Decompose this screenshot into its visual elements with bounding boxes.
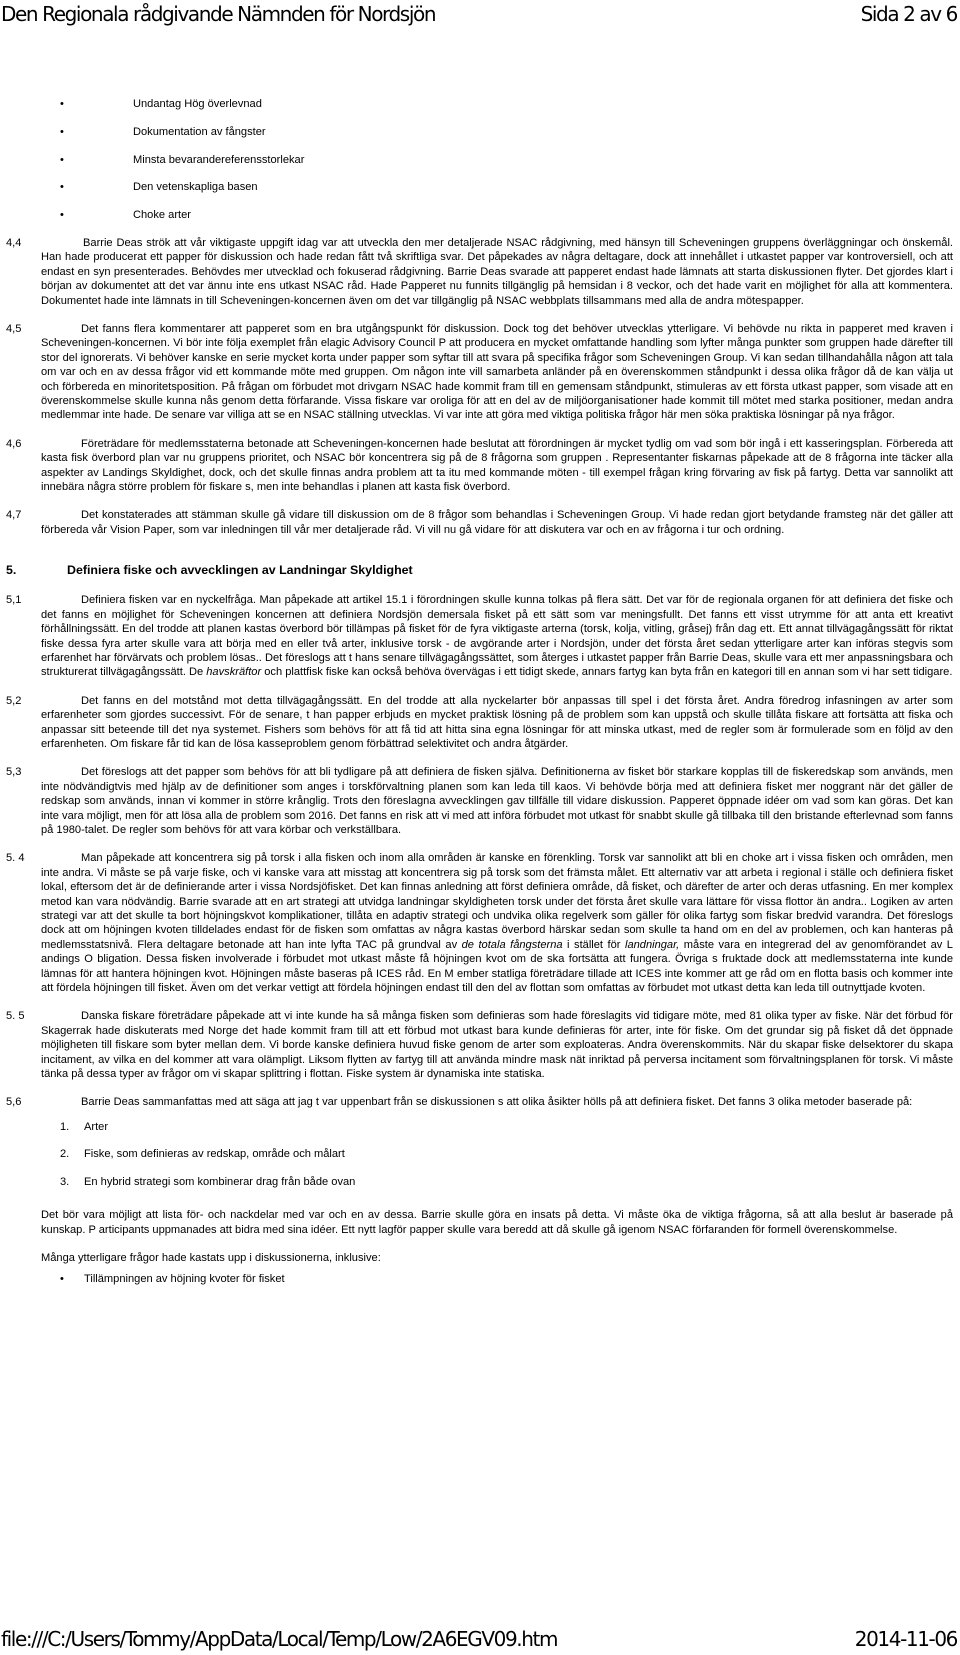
paragraph-5-1: 5,1 Definiera fisken var en nyckelfråga. Man påpekade att artikel 15.1 i förordningen skulle kunna tolkas på flera sätt. Det var för de regionala organen för att definiera det fiske och det fanns en möjlighet för Scheveningen koncernen att definiera Nordsjön demersala fisket på ett sätt som var meningsfullt. Det fanns ett visst utrymme för att anta ett kreativt förhållningssätt. En del trodde att planen kastas överbord bör tillämpas på fisket för de fyra viktigaste arterna (torsk, kolja, vitling, gråsej) från dag ett. Ett annat tillvägagångssätt för riktat fiske dessa fyra arter skulle vara att börja med en eller två arter, inklusive torsk - de avgörande arter i Nordsjön, under det första året sedan ytterligare arter kan införas stegvis som erfarenhet har förvärvats och problem lösas.. Det föreslogs att t hans senare tillvägagångssättet, som återges i utkastet papper från Barrie Deas, skulle vara ett mer anpassningsbara och strukturerat tillvägagångssätt. De havskräftor och plattfisk fiske kan också behöva övervägas i ett tidigt skede, annars fartyg kan byta från en kategori till en annan som vi har sett tidigare. [6,594,953,679]
file-path: file:///C:/Users/Tommy/AppData/Local/Temp/Low/2A6EGV09.htm [1,1627,558,1651]
agenda-bullet-list [0,97,960,236]
page-footer [0,1625,960,1655]
paragraph-5-2 [0,694,960,752]
list-item: • Minsta bevarandereferensstorlekar [60,153,305,166]
section-title: Definiera fiske och avvecklingen av Landningar Skyldighet [67,563,413,578]
list-item: 2. Fiske, som definieras av redskap, område och målart [60,1148,345,1161]
paragraph-text: Det fanns en del motstånd mot detta tillvägagångssätt. En del trodde att alla nyckelarter bör anpassas till spel i det första året. Andra föredrog infasningen av arter som erfarenheter som gjordes successivt. För de senare, t han papper erbjuds en mycket praktisk lösning på de problem som kan uppstå och skulle tillåta fiskare att fortsätta att fiska och anpassar sitt beteende till det nya systemet. Fishers som behövs för att få tid att hitta sina egna lösningar för att minska utkast, med de regler som är formulerade som en följd av den erfarenheten. Om fiskare får tid kan de lösa kasseproblem genom förbättrad selektivitet och andra åtgärder. [41,694,953,750]
paragraph-number: 5,1 [6,594,22,607]
paragraph-5-5 [0,1009,960,1081]
bullet-icon: • [60,153,64,166]
paragraph-number: 5. 5 [6,1010,25,1023]
bullet-icon: • [60,209,64,222]
paragraph-text: Företrädare för medlemsstaterna betonade att Scheveningen-koncernen hade beslutat att förordningen är mycket tydlig om vad som bör ingå i ett kasseringsplan. Förbereda att kasta fisk överbord plan var nu gruppens prioritet, och NSAC bör koncentrera sig på de 8 frågorna som gruppen . Representanter fiskarnas påpekade att de 8 frågorna inte täcker alla aspekter av Landings Skyldighet, dock, och det skulle finnas andra problem att ta itu med kommande möten - till exempel frågan kring förvaring av fisk på fartyg. Detta var sannolikt att innebära några större problem för fiskare s, men inte behandlas i planen att kasta fisk överbord. [41,437,953,494]
paragraph-number: 5,3 [6,766,22,779]
paragraph-4-7 [0,508,960,537]
paragraph-text: Det föreslogs att det papper som behövs för att bli tydligare på att definiera de fisken själva. Definitionerna av fisket bör starkare kopplas till de fiskeredskap som används, men inte nödvändigtvis med hjälp av de definitioner som anges i torskförvaltning planen som kan leda till kaos. Vi behövde börja med att definiera fisket mer noggrant när det gäller de redskap som används, innan vi kommer in större krånglig. Trots den föreslagna avvecklingen gav tillfälle till vidare diskussion. Papperet öppnade idéer om vad som kan göras. Det kan inte vara möjligt, men för att lösa alla de problem som 2016. Det fanns en risk att vi med att införa förbudet mot utkast för snabbt skulle gå tillbaka till den bristande efterlevnad som fanns på 1980-talet. De regler som behövs för att vara körbar och verkställbara. [41,766,953,836]
emphasis-text: havskräftor [206,666,262,679]
paragraph-4-5 [0,322,960,423]
paragraph-4-4 [0,236,960,308]
bullet-icon: • [60,125,64,138]
section-number: 5. [6,563,17,578]
section-heading [0,563,960,579]
document-body [0,97,960,1292]
paragraph-text: Det fanns flera kommentarer att papperet som en bra utgångspunkt för diskussion. Dock tog det behöver utvecklas ytterligare. Vi behövde nu rikta in papperet med kraven i Scheveningen-koncernen. Vi bör inte följa exemplet från elagic Advisory Council P att producera en mycket omfattande handling som lyfter många punkter som gruppen hade därefter till stor del ignorerats. Vi behöver kanske en serie mycket korta under papper som syftar till att svara på specifika frågor som Scheveningen Group. Vi kan sedan tillhandahålla någon att tala om var och en av dessa frågor vid ett kommande möte med gruppen. Om någon inte vill samarbeta anländer på en överenskommen ståndpunkt i dessa olika frågor då de kan välja ut och förbereda en minoritetsposition. På frågan om förbudet mot drivgarn NSAC hade kommit fram till en gemensam ståndpunkt, stimuleras av ett första utkast papper, som visade att en överenskommelse skulle kunna nås genom detta förfarande. Vissa fiskare var oroliga för att en del av de miljöorganisationer hade kommit till mötet med starka positioner, medan andra medlemmar inte hade. De senare var villiga att se en NSAC ställning utvecklas. Vi var inte att göra med viktiga politiska frågor här men söka praktiska lösningar på nya frågor. [41,323,953,422]
paragraph-number: 4,4 [6,236,22,249]
paragraph-text: Många ytterligare frågor hade kastats upp i diskussionerna, inklusive: [41,1252,381,1265]
page-header [0,2,960,32]
paragraph-number: 5,2 [6,694,22,707]
list-item: • Dokumentation av fångster [60,125,266,138]
bullet-icon: • [60,98,64,110]
list-item: 3. En hybrid strategi som kombinerar drag från både ovan [60,1175,356,1188]
issues-bullet-list [0,1272,960,1292]
list-item: 1. Arter [60,1120,109,1133]
list-item: • Choke arter [60,209,191,222]
paragraph-number: 5. 4 [6,852,25,865]
paragraph-number: 5,6 [6,1096,22,1109]
paragraph-number: 4,7 [6,509,22,522]
document-title: Den Regionala rådgivande Nämnden för Nordsjön [1,2,436,26]
list-item: • Undantag Hög överlevnad [60,98,262,110]
page-number: Sida 2 av 6 [860,2,957,26]
paragraph-text: Barrie Deas sammanfattas med att säga att jag t var uppenbart från se diskussionen s att olika åsikter hölls på att definiera fisket. Det fanns 3 olika metoder baserade på: [81,1096,913,1109]
emphasis-text: landningar, [624,938,680,951]
list-item: • Tillämpningen av höjning kvoter för fisket [60,1272,285,1285]
list-item: • Den vetenskapliga basen [60,181,258,194]
bullet-icon: • [60,1272,64,1285]
paragraph-text: Barrie Deas strök att vår viktigaste uppgift idag var att utveckla den mer detaljerade NSAC rådgivning, med hänsyn till Scheveningen gruppens överläggningar och önskemål. Han hade producerat ett papper för diskussion och hade redan fått två skriftliga svar. Det påpekades av några deltagare, dock att innehållet i utkastet papper var kontroversiell, och att endast en syn presenterades. Behövdes mer utvecklad och fokuserad rådgivning. Barrie Deas svarade att papperet endast hade lämnats att starta diskussionen flyter. Det gjordes klart i början av dokumentet att det var ännu inte ens utkast NSAC råd. Hade Papperet nu funnits tillgänglig på hemsidan i 8 veckor, och det hade varit en möjlighet för alla att kommentera. Dokumentet hade inte lämnats in till Scheveningen-koncernen även om det var tillgänglig på NSAC webbplats tillsammans med alla de andra mötespapper. [41,236,953,307]
paragraph-4-6 [0,437,960,495]
paragraph-text: Det konstaterades att stämman skulle gå vidare till diskussion om de 8 frågor som behandlas i Scheveningen Group. Vi hade redan gjort betydande framsteg när det gäller att förbereda vår Vision Paper, som var inledningen till vår mer detaljerade råd. Vi vill nu gå vidare för att diskutera var och en av frågorna i tur och ordning. [41,509,953,536]
paragraph-5-6 [0,1095,960,1109]
paragraph-5-3 [0,765,960,837]
print-date: 2014-11-06 [854,1627,957,1651]
paragraph-text: Det bör vara möjligt att lista för- och nackdelar med var och en av dessa. Barrie skulle göra en insats på detta. Vi måste öka de viktiga frågorna, så att alla beslut är baserade på kunskap. P articipants uppmanades att bidra med sina idéer. Ett nytt lagför papper skulle vara beredd att då skulle gå igenom NSAC förfaranden för formell överenskommelse. [41,1209,953,1236]
paragraph-number: 4,5 [6,323,22,336]
paragraph-5-4: 5. 4 Man påpekade att koncentrera sig på torsk i alla fisken och inom alla områden är kanske en förenkling. Torsk var sannolikt att bli en choke art i vissa fisken och områden, men inte andra. Vi måste se på varje fiske, och vi kanske vara att misstag att koncentrera sig på torsk som det främsta målet. Ett alternativ var att arbeta i regional i ställe och definiera fisket lokal, eftersom det är de definierande arter i vissa Nordsjöfisket. Det kan finnas anledning att först definiera område, då fisket, och därefter de arter och deras utfasning. En mer komplex metod kan vara nödvändig. Barrie svarade att en art strategi att utvidga landningar skyldigheten torsk under det första året skulle vara lättare för vissa flottor än andra.. Logiken av arten strategi var att det skulle ta bort höjningskvot komplikationer, tillåta en adaptiv strategi och undvika olika regelverk som gäller för olika fartyg som fiskar bredvid varandra. Det föreslogs dock att om höjningen kvoten tilldelades endast för de fisken som omfattas av några kastas överbord härskar sedan som skulle ta hand om en del av problemen, och kan hanteras på medlemsstatsnivå. Flera deltagare betonade att han inte lyfta TAC på grundval av de totala fångsterna i stället för landningar, måste vara en integrerad del av genomförandet av L andings O bligation. Dessa fisken involverade i förbudet mot utkast måste få höjningen kvot om de ska fortsätta att fungera. Övriga s fruktade dock att medlemsstaterna inte kunde lämnas för att hantera höjningen kvot. Höjningen måste baseras på ICES råd. En M ember statliga företrädare tillade att ICES inte kommer att ge råd om en flotta basis och kommer inte att fördela höjningen till fisket. Även om det verkar vettigt att fördela höjningen endast till den del av flottan som omfattas av förbudet mot utkast detta kan leda till outnyttjade kvoten. [6,852,953,995]
paragraph-text: Danska fiskare företrädare påpekade att vi inte kunde ha så många fisken som definieras som hade föreslagits vid tidigare möte, med 81 olika typer av fiske. När det förbud för Skagerrak hade diskuterats med Norge det hade kommit fram till att ett förbud mot utkast bara kunde definieras för arter, inte för fiske. Om det grundar sig på fisket då det öppnade möjligheten till fiskare som byter mellan dem. Vi borde kanske definiera huvud fiske genom de arter som exploateras. Andra överenskommits. När du skapar fiske delsektorer du skapa incitament, av vilka en del kommer att vara olämpligt. Liksom flytten av fartyg till att använda mindre mask nät inriktad på perversa incitament som förvaltningsplanen för torsk. Vi måste tänka på dessa typer av frågor om vi skapar splittring i flottan. Fiske system är dynamiska inte statiska. [41,1010,953,1081]
bullet-icon: • [60,181,64,194]
emphasis-text: de totala fångsterna [461,938,563,951]
methods-list [0,1120,960,1203]
paragraph-number: 4,6 [6,437,22,450]
